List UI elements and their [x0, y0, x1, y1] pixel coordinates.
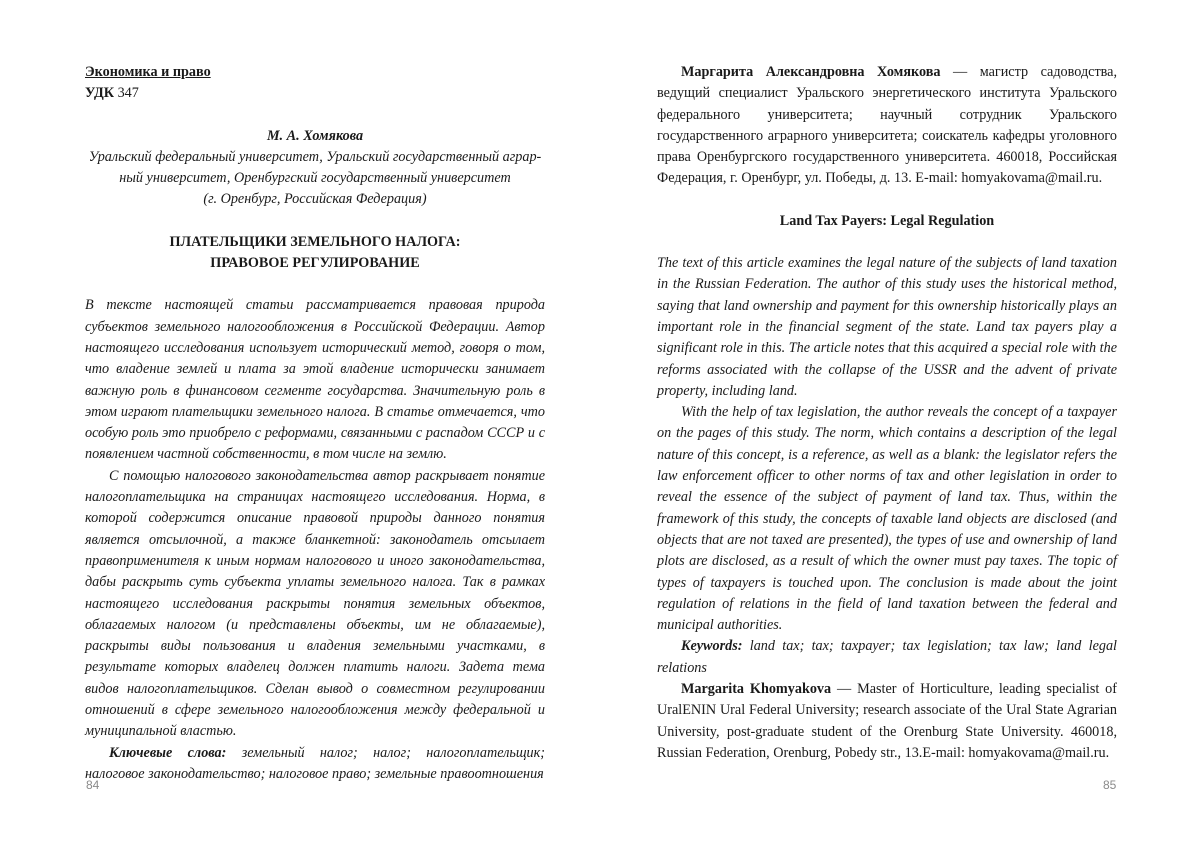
english-keywords-label: Keywords:: [681, 638, 743, 655]
affiliation-line-3: (г. Оренбург, Российская Федерация): [203, 191, 427, 208]
article-title-line-2: ПРАВОВОЕ РЕГУЛИРОВАНИЕ: [210, 255, 420, 272]
udc-value: 347: [117, 85, 139, 102]
keywords-text: земельный налог; налог; налогоплательщик; налоговое законодательство; налоговое право; земельные правоотношения: [85, 744, 546, 782]
page-number-right: 85: [1103, 778, 1117, 792]
rubric-heading: Экономика и право: [85, 64, 211, 80]
english-author-bio-text: — Master of Horticulture, leading specialist of UralENIN Ural Federal University; research associate of the Ural State Agrarian University, post-graduate student of the Orenburg State University. 460018, Russian Federation, Orenburg, Pobedy str., 13.E-mail: homyakovama@mail.ru.: [657, 681, 1117, 761]
keywords-label: Ключевые слова:: [109, 744, 227, 761]
author-heading: М. А. Хомякова: [266, 127, 364, 144]
english-abstract-paragraph-2: With the help of tax legislation, the author reveals the concept of a taxpayer on the pages of this study. The norm, which contains a description of the legal nature of this concept, is a reference, as well as a blank: the legislator refers the law enforcement officer to other norms of tax and other legislation in order to reveal the essence of the subject of payment of land tax. Thus, within the framework of this study, the concepts of taxable land objects are disclosed (and objects that are not taxed are presented), the types of use and ownership of land plots are disclosed, as a result of which the owner must pay taxes. The topic of types of taxpayers is touched upon. The conclusion is made about the joint regulation of relations in the field of land taxation between the federal and municipal authorities.: [657, 404, 1117, 634]
english-keywords-paragraph: [657, 636, 1117, 679]
affiliation-line-1: Уральский федеральный университет, Уральский государственный аграр-: [88, 148, 542, 165]
english-keywords-text: land tax; tax; taxpayer; tax legislation; tax law; land legal relations: [657, 638, 1118, 676]
left-column: [85, 62, 545, 785]
right-column: [657, 62, 1117, 764]
article-title-line-1: ПЛАТЕЛЬЩИКИ ЗЕМЕЛЬНОГО НАЛОГА:: [169, 233, 461, 250]
udc-label: УДК: [85, 85, 115, 102]
english-title: Land Tax Payers: Legal Regulation: [779, 212, 995, 229]
keywords-paragraph: [85, 743, 545, 786]
english-abstract-paragraph-1: The text of this article examines the legal nature of the subjects of land taxation in the Russian Federation. The author of this study uses the historical method, saying that land ownership and payment for this ownership historically plays an important role in the financial segment of the state. Land tax payers play a significant role in this. The article notes that this acquired a special role with the reforms associated with the collapse of the USSR and the advent of private property, including land.: [657, 255, 1117, 399]
author-bio-ru: [657, 62, 1117, 190]
abstract-paragraph-1: В тексте настоящей статьи рассматривается правовая природа субъектов земельного налогообложения в Российской Федерации. Автор настоящего исследования использует исторический метод, говоря о том, что владение землей и плата за этой владение исторически занимает важную роль в финансовом сегменте государства. Значительную роль в этом играют плательщики земельного налога. В статье отмечается, что особую роль это приобрело с реформами, связанными с распадом СССР и с появлением частной собственности, в том числе на землю.: [85, 297, 545, 463]
abstract-paragraph-2: С помощью налогового законодательства автор раскрывает понятие налогоплательщика на страницах настоящего исследования. Норма, в которой содержится описание правовой природы данного понятия является отсылочной, а также бланкетной: законодатель отсылает правоприменителя к иным нормам налогового и иного законодательства, дабы раскрыть суть субъекта уплаты земельного налога. Так в рамках настоящего исследования раскрыты понятия земельных объектов, облагаемых налогом (и представлены объекты, им не облагаемые), раскрыты виды пользования и владения земельными участками, в результате которых владелец должен платить налоги. Задета тема видов налогоплательщиков. Сделан вывод о совместном регулировании отношений в сфере земельного налогообложения между федеральной и муниципальной властью.: [85, 467, 545, 740]
right-page: [600, 0, 1200, 849]
english-author-name: Margarita Khomyakova: [681, 681, 832, 698]
page-number-left: 84: [86, 778, 100, 792]
author-full-name: Маргарита Александровна Хомякова: [681, 64, 941, 80]
affiliation-line-2: ный университет, Оренбургский государственный университет: [119, 170, 511, 187]
udc-line: [85, 83, 545, 104]
author-bio-en: [657, 679, 1117, 764]
author-bio-text: — магистр садоводства, ведущий специалист Уральского энергетического института Уральского федерального университета; научный сотрудник Уральского государственного аграрного университета; соискатель кафедры уголовного права Оренбургского государственного университета. 460018, Российская Федерация, г. Оренбург, ул. Победы, д. 13. E-mail: homyakovama@mail.ru.: [657, 64, 1118, 187]
